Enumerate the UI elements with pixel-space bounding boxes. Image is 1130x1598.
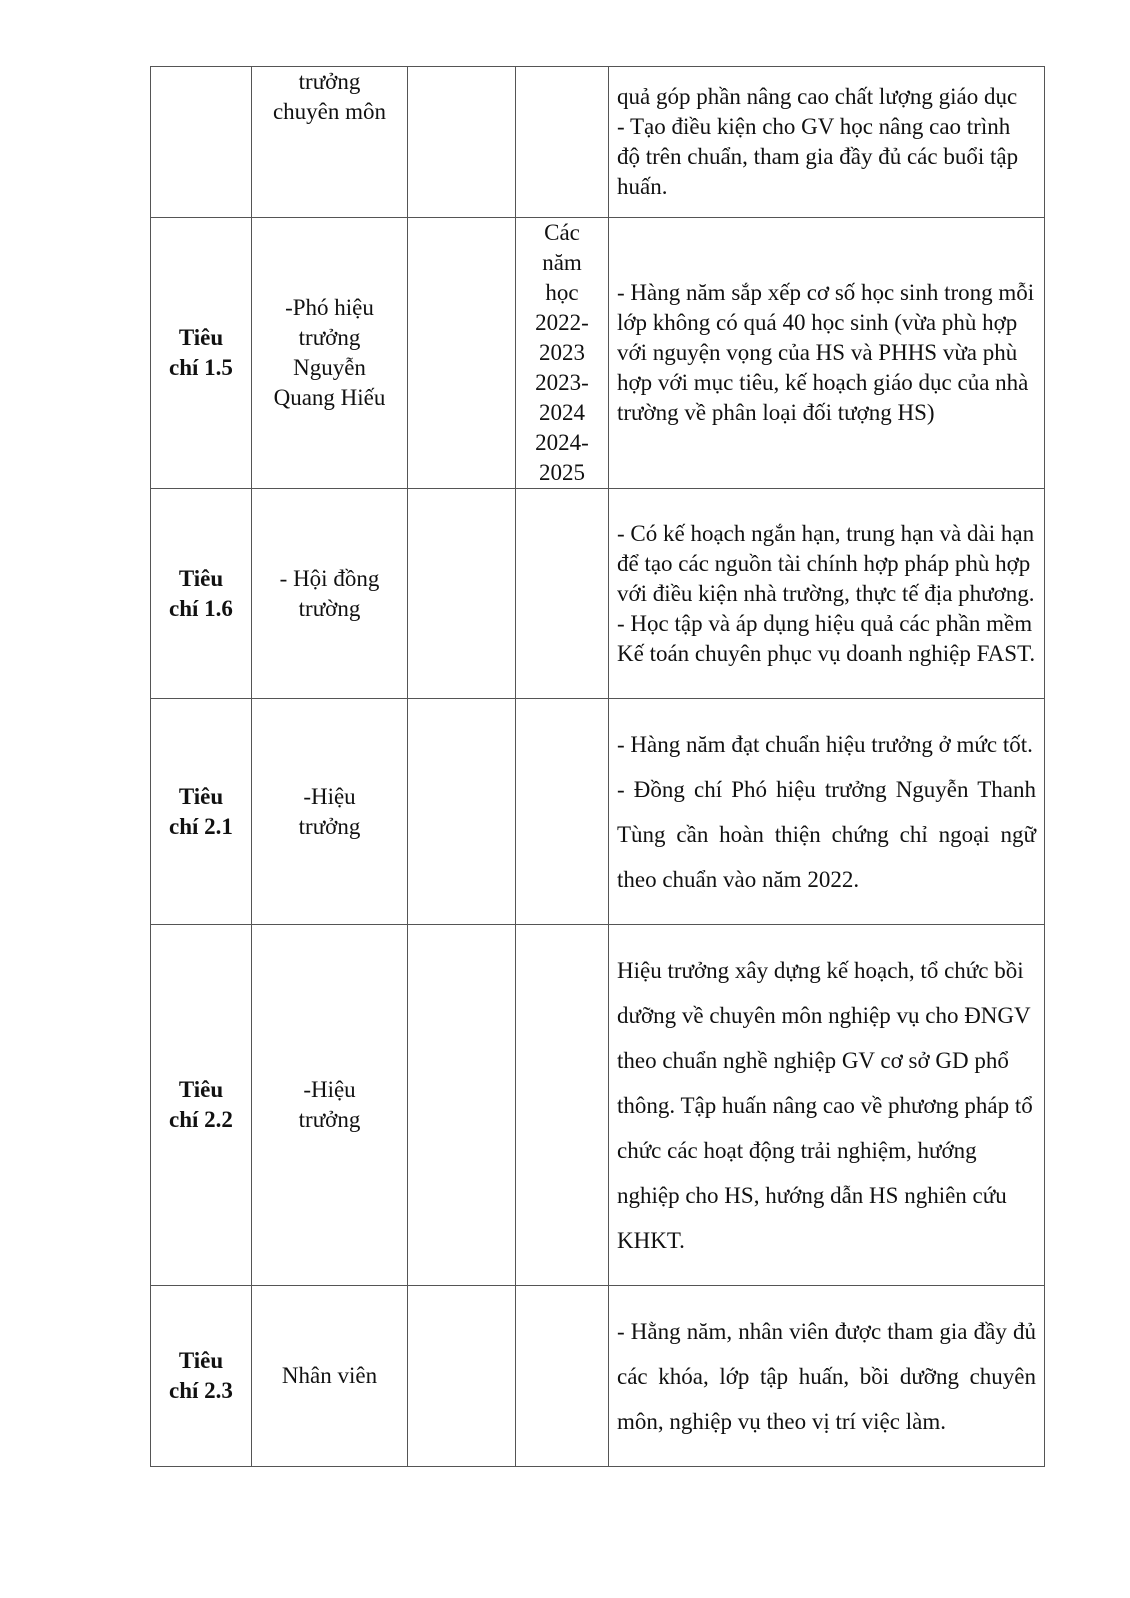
task-line: - Đồng chí Phó hiệu trưởng Nguyễn Thanh Tùng cần hoàn thiện chứng chỉ ngoại ngữ theo chuẩn vào năm 2022.	[617, 776, 1036, 892]
task-line: - Hàng năm sắp xếp cơ số học sinh trong mỗi lớp không có quá 40 học sinh (vừa phù hợp với nguyện vọng của HS và PHHS vừa phù hợp với mục tiêu, kế hoạch giáo dục của nhà trường về phân loại đối tượng HS)	[617, 280, 1035, 425]
criterion-cell: Tiêu chí 2.2	[151, 925, 252, 1286]
responsible-cell: -Hiệu trưởng	[252, 925, 408, 1286]
plan-table	[150, 66, 1045, 1467]
table-row	[151, 489, 1045, 699]
responsible-cell: Nhân viên	[252, 1286, 408, 1467]
collaborator-cell	[408, 699, 516, 925]
table-row	[151, 925, 1045, 1286]
collaborator-cell	[408, 218, 516, 489]
responsible-cell: - Hội đồng trường	[252, 489, 408, 699]
task-cell	[609, 489, 1045, 699]
criterion-cell: Tiêu chí 2.1	[151, 699, 252, 925]
time-cell	[516, 699, 609, 925]
task-line: quả góp phần nâng cao chất lượng giáo dục	[617, 84, 1018, 109]
criterion-cell: Tiêu chí 1.6	[151, 489, 252, 699]
collaborator-cell	[408, 489, 516, 699]
task-line: - Hằng năm, nhân viên được tham gia đầy đủ các khóa, lớp tập huấn, bồi dưỡng chuyên môn, nghiệp vụ theo vị trí việc làm.	[617, 1318, 1036, 1434]
collaborator-cell	[408, 925, 516, 1286]
task-cell	[609, 218, 1045, 489]
collaborator-cell	[408, 67, 516, 218]
responsible-cell: -Phó hiệu trưởng Nguyễn Quang Hiếu	[252, 218, 408, 489]
task-cell	[609, 699, 1045, 925]
criterion-cell: Tiêu chí 2.3	[151, 1286, 252, 1467]
time-cell	[516, 67, 609, 218]
time-cell	[516, 1286, 609, 1467]
criterion-cell: Tiêu chí 1.5	[151, 218, 252, 489]
task-cell	[609, 67, 1045, 218]
task-line: - Tạo điều kiện cho GV học nâng cao trình độ trên chuẩn, tham gia đầy đủ các buổi tập huấn.	[617, 114, 1019, 199]
table-row	[151, 699, 1045, 925]
task-line: Hiệu trưởng xây dựng kế hoạch, tổ chức bồi dưỡng về chuyên môn nghiệp vụ cho ĐNGV theo chuẩn nghề nghiệp GV cơ sở GD phổ thông. Tập huấn nâng cao về phương pháp tổ chức các hoạt động trải nghiệm, hướng nghiệp cho HS, hướng dẫn HS nghiên cứu KHKT.	[617, 957, 1033, 1253]
task-line: - Hàng năm đạt chuẩn hiệu trưởng ở mức tốt.	[617, 731, 1033, 757]
criterion-cell	[151, 67, 252, 218]
task-cell	[609, 1286, 1045, 1467]
collaborator-cell	[408, 1286, 516, 1467]
responsible-cell: -Hiệu trưởng	[252, 699, 408, 925]
table-row	[151, 218, 1045, 489]
time-cell: Các năm học 2022- 2023 2023- 2024 2024- 2025	[516, 218, 609, 489]
time-cell	[516, 489, 609, 699]
task-cell	[609, 925, 1045, 1286]
time-cell	[516, 925, 609, 1286]
responsible-cell: trưởng chuyên môn	[252, 67, 408, 218]
task-line: - Học tập và áp dụng hiệu quả các phần mềm Kế toán chuyên phục vụ doanh nghiệp FAST.	[617, 610, 1036, 666]
task-line: - Có kế hoạch ngắn hạn, trung hạn và dài hạn để tạo các nguồn tài chính hợp pháp phù hợp với điều kiện nhà trường, thực tế địa phương.	[617, 520, 1035, 606]
table-row	[151, 1286, 1045, 1467]
table-row	[151, 67, 1045, 218]
